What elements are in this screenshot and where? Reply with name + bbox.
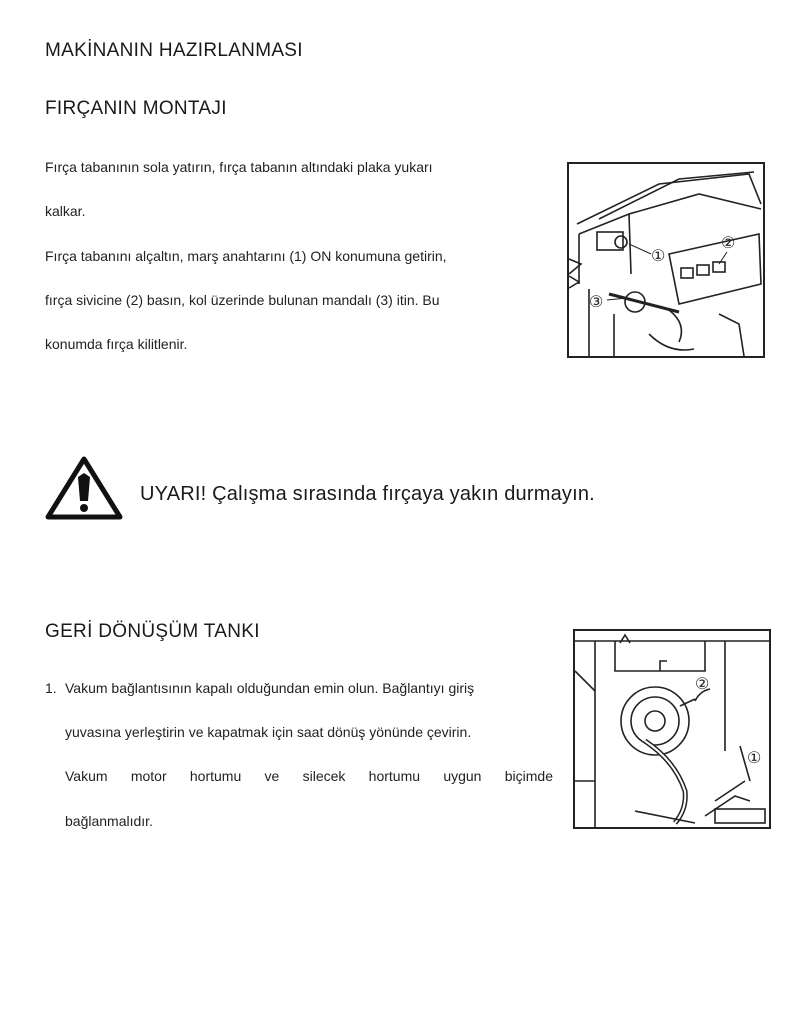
- callout-1: ①: [651, 246, 666, 265]
- brush-text-line-3: Fırça tabanını alçaltın, marş anahtarını (1) ON konumuna getirin,: [45, 248, 447, 264]
- recovery-tank-drawing: [575, 631, 769, 827]
- brush-text-line-4: fırça sivicine (2) basın, kol üzerinde bulunan mandalı (3) itin. Bu: [45, 292, 440, 308]
- callout-2: ②: [695, 674, 710, 693]
- warning-message: UYARI! Çalışma sırasında fırçaya yakın durmayın.: [140, 483, 595, 505]
- tank-text-line-4: bağlanmalıdır.: [65, 813, 153, 829]
- tank-text-line-1: Vakum bağlantısının kapalı olduğundan emin olun. Bağlantıyı giriş: [65, 680, 475, 696]
- callout-1: ①: [747, 748, 762, 767]
- brush-text-line-2: kalkar.: [45, 203, 86, 219]
- brush-text-line-5: konumda fırça kilitlenir.: [45, 336, 188, 352]
- tank-text-line-2: yuvasına yerleştirin ve kapatmak için saat dönüş yönünde çevirin.: [65, 724, 472, 740]
- callout-2: ②: [721, 233, 736, 252]
- section-heading-machine-prep: MAKİNANIN HAZIRLANMASI: [45, 40, 303, 61]
- recovery-tank-figure: [573, 629, 771, 829]
- tank-text-line-3: [65, 768, 553, 784]
- brush-mounting-drawing: [569, 164, 763, 356]
- section-heading-recovery-tank: GERİ DÖNÜŞÜM TANKI: [45, 621, 260, 642]
- tank-text-line-3-content: Vakum motor hortumu ve silecek hortumu uygun biçimde: [65, 768, 553, 784]
- tank-item-number: 1.: [45, 680, 57, 696]
- section-heading-brush-mounting: FIRÇANIN MONTAJI: [45, 98, 227, 119]
- brush-text-line-1: Fırça tabanının sola yatırın, fırça tabanın altındaki plaka yukarı: [45, 159, 433, 175]
- brush-mounting-figure: [567, 162, 765, 358]
- callout-3: ③: [589, 292, 604, 311]
- warning-triangle-icon: [45, 455, 123, 521]
